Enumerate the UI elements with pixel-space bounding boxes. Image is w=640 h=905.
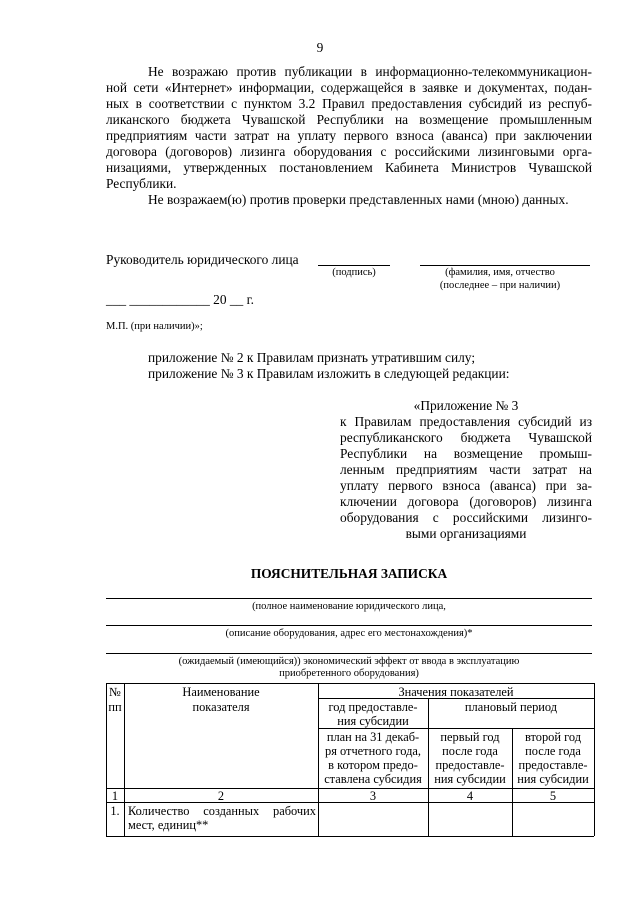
column-number: 5: [549, 789, 557, 803]
text-line: низациями, утвержденных постановлением Кабинета Министров Чувашской: [106, 160, 592, 175]
header-col4: предоставле-: [435, 758, 505, 772]
text-line: Не возражаю против публикации в информационно-телекоммуникацион-: [148, 64, 592, 79]
verification-consent: Не возражаем(ю) против проверки представленных нами (мною) данных.: [148, 192, 569, 207]
header-col5: второй год: [524, 730, 582, 744]
appendix-line: Республики на возмещение промыш-: [340, 446, 592, 461]
header-col5: предоставле-: [518, 758, 588, 772]
column-number: 4: [466, 789, 474, 803]
appendix-line: уплату первого взноса (аванса) при за-: [340, 478, 592, 493]
header-col5: после года: [525, 744, 581, 758]
header-num: пп: [108, 700, 122, 714]
text-line: предприятиям части затрат на уплату первого взноса (аванса) при заключении: [106, 128, 592, 143]
header-name: показателя: [192, 700, 250, 714]
header-col3: план на 31 декаб-: [326, 730, 420, 744]
text-line: Республики.: [106, 176, 177, 191]
page-number: 9: [316, 40, 324, 55]
form-caption: (описание оборудования, адрес его местонахождения)*: [225, 628, 473, 639]
text-line: ных в соответствии с пунктом 3.2 Правил предоставления субсидий из респуб-: [106, 96, 592, 111]
column-number: 3: [369, 789, 377, 803]
name-line: [420, 265, 590, 266]
name-caption-1: (фамилия, имя, отчество: [445, 267, 555, 278]
header-num: №: [109, 685, 121, 699]
form-caption: (полное наименование юридического лица,: [252, 601, 446, 612]
form-caption: (ожидаемый (имеющийся)) экономический эффект от ввода в эксплуатацию: [178, 656, 520, 667]
appendix-line: ключении договора (договоров) лизинга: [340, 494, 592, 509]
signature-caption: (подпись): [332, 267, 376, 278]
header-year: год предоставле-: [328, 700, 418, 714]
header-year: ния субсидии: [337, 714, 409, 728]
header-col5: ния субсидии: [517, 772, 589, 786]
header-values: Значения показателей: [398, 685, 514, 699]
signature-label: Руководитель юридического лица: [106, 252, 299, 267]
row-name: Количество созданных рабочих: [128, 804, 316, 818]
column-number: 1: [111, 789, 119, 803]
form-line: [106, 653, 592, 654]
column-number: 2: [217, 789, 225, 803]
header-col4: после года: [442, 744, 498, 758]
row-name: мест, единиц**: [128, 818, 209, 832]
header-col3: в котором предо-: [328, 758, 418, 772]
appendix-line: выми организациями: [405, 526, 527, 541]
name-caption-2: (последнее – при наличии): [439, 280, 561, 291]
form-caption: приобретенного оборудования): [279, 668, 419, 679]
appendix-line: оборудования с российскими лизинго-: [340, 510, 592, 525]
signature-line: [318, 265, 390, 266]
header-plan: плановый период: [464, 700, 558, 714]
header-name: Наименование: [182, 685, 260, 699]
text-line: ликанского бюджета Чувашской Республики на возмещение промышленным: [106, 112, 592, 127]
text-line: договора (договоров) лизинга оборудования с российскими лизинговыми орга-: [106, 144, 592, 159]
date-line: ___ ____________ 20 __ г.: [106, 292, 254, 307]
appendix-line: республиканского бюджета Чувашской: [340, 430, 592, 445]
form-line: [106, 625, 592, 626]
form-line: [106, 598, 592, 599]
stamp-note: М.П. (при наличии)»;: [106, 321, 203, 332]
appendix-line: к Правилам предоставления субсидий из: [340, 414, 592, 429]
row-number: 1.: [110, 804, 120, 818]
amendment-2: приложение № 3 к Правилам изложить в следующей редакции:: [148, 366, 510, 381]
amendment-1: приложение № 2 к Правилам признать утратившим силу;: [148, 350, 476, 365]
document-title: ПОЯСНИТЕЛЬНАЯ ЗАПИСКА: [250, 566, 448, 581]
appendix-line: «Приложение № 3: [413, 398, 519, 413]
text-line: ной сети «Интернет» информации, содержащейся в заявке и документах, подан-: [106, 80, 592, 95]
header-col3: ставлена субсидия: [324, 772, 422, 786]
header-col4: ния субсидии: [434, 772, 506, 786]
header-col4: первый год: [440, 730, 500, 744]
appendix-line: ленным предприятиям части затрат на: [340, 462, 592, 477]
header-col3: ря отчетного года,: [325, 744, 421, 758]
